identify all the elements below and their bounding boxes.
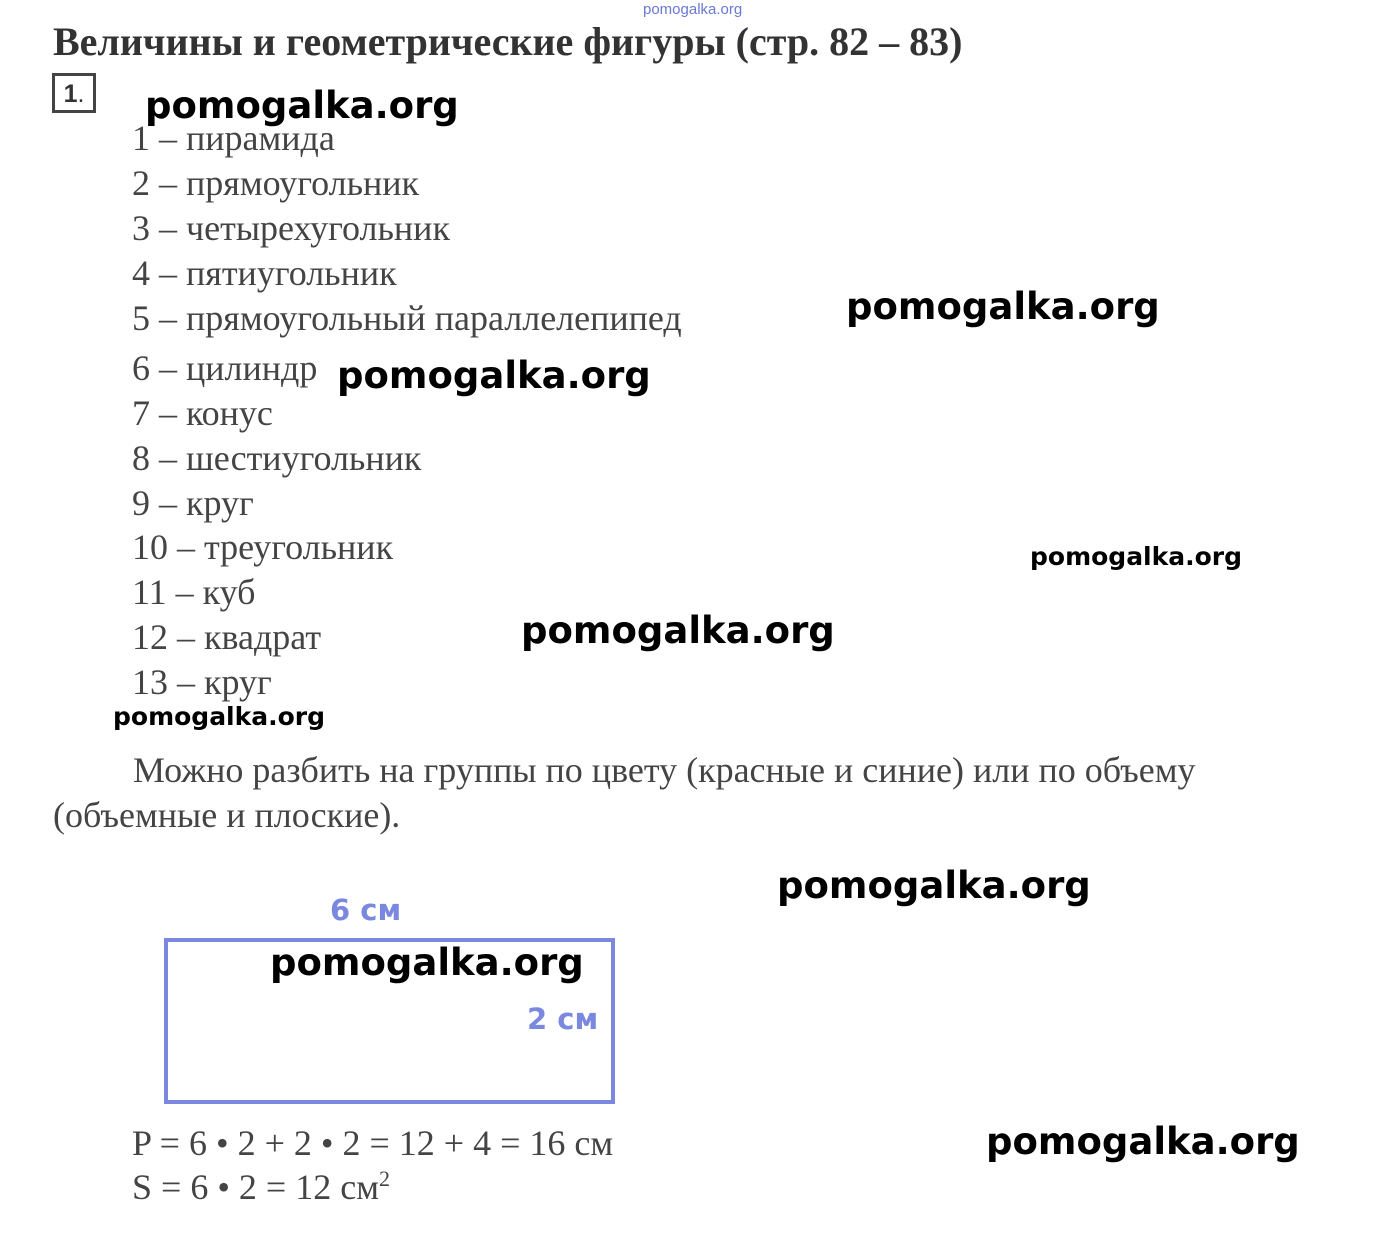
- rect-height-label: 2 см: [527, 1002, 599, 1036]
- watermark-text: pomogalka.org: [337, 354, 651, 397]
- answer-item-13: 13 – круг: [132, 662, 272, 702]
- rect-width-label: 6 см: [330, 893, 402, 927]
- area-formula-text: S = 6 • 2 = 12 см: [132, 1167, 379, 1207]
- answer-item-7: 7 – конус: [132, 393, 273, 433]
- answer-item-9: 9 – круг: [132, 483, 254, 523]
- answer-item-5: 5 – прямоугольный параллелепипед: [132, 298, 682, 338]
- answer-item-8: 8 – шестиугольник: [132, 438, 422, 478]
- answer-item-1: 1 – пирамида: [132, 118, 335, 158]
- watermark-text: pomogalka.org: [521, 609, 835, 652]
- watermark-text: pomogalka.org: [777, 864, 1091, 907]
- answer-item-12: 12 – квадрат: [132, 617, 322, 657]
- task-number: 1: [63, 80, 78, 108]
- page-title: Величины и геометрические фигуры (стр. 82 – 83): [53, 19, 963, 64]
- watermark-text: pomogalka.org: [846, 285, 1160, 328]
- area-formula: [132, 1166, 390, 1208]
- watermark-text: pomogalka.org: [1030, 542, 1243, 571]
- area-unit-exponent: 2: [379, 1166, 390, 1191]
- perimeter-formula: P = 6 • 2 + 2 • 2 = 12 + 4 = 16 см: [132, 1123, 614, 1163]
- task-number-box: [52, 73, 96, 113]
- answer-item-2: 2 – прямоугольник: [132, 163, 420, 203]
- answer-item-10: 10 – треугольник: [132, 527, 394, 567]
- answer-item-11: 11 – куб: [132, 572, 256, 612]
- top-watermark: pomogalka.org: [643, 1, 743, 18]
- watermark-text: pomogalka.org: [145, 84, 459, 127]
- grouping-paragraph: Можно разбить на группы по цвету (красные и синие) или по объему (объемные и плоские).: [53, 750, 1196, 835]
- watermark-text: pomogalka.org: [270, 941, 584, 984]
- answer-item-3: 3 – четырехугольник: [132, 208, 450, 248]
- answer-item-6: 6 – цилиндр: [132, 348, 318, 388]
- task-number-dot: .: [77, 80, 85, 108]
- watermark-text: pomogalka.org: [986, 1120, 1300, 1163]
- watermark-text: pomogalka.org: [113, 702, 326, 731]
- answer-item-4: 4 – пятиугольник: [132, 253, 397, 293]
